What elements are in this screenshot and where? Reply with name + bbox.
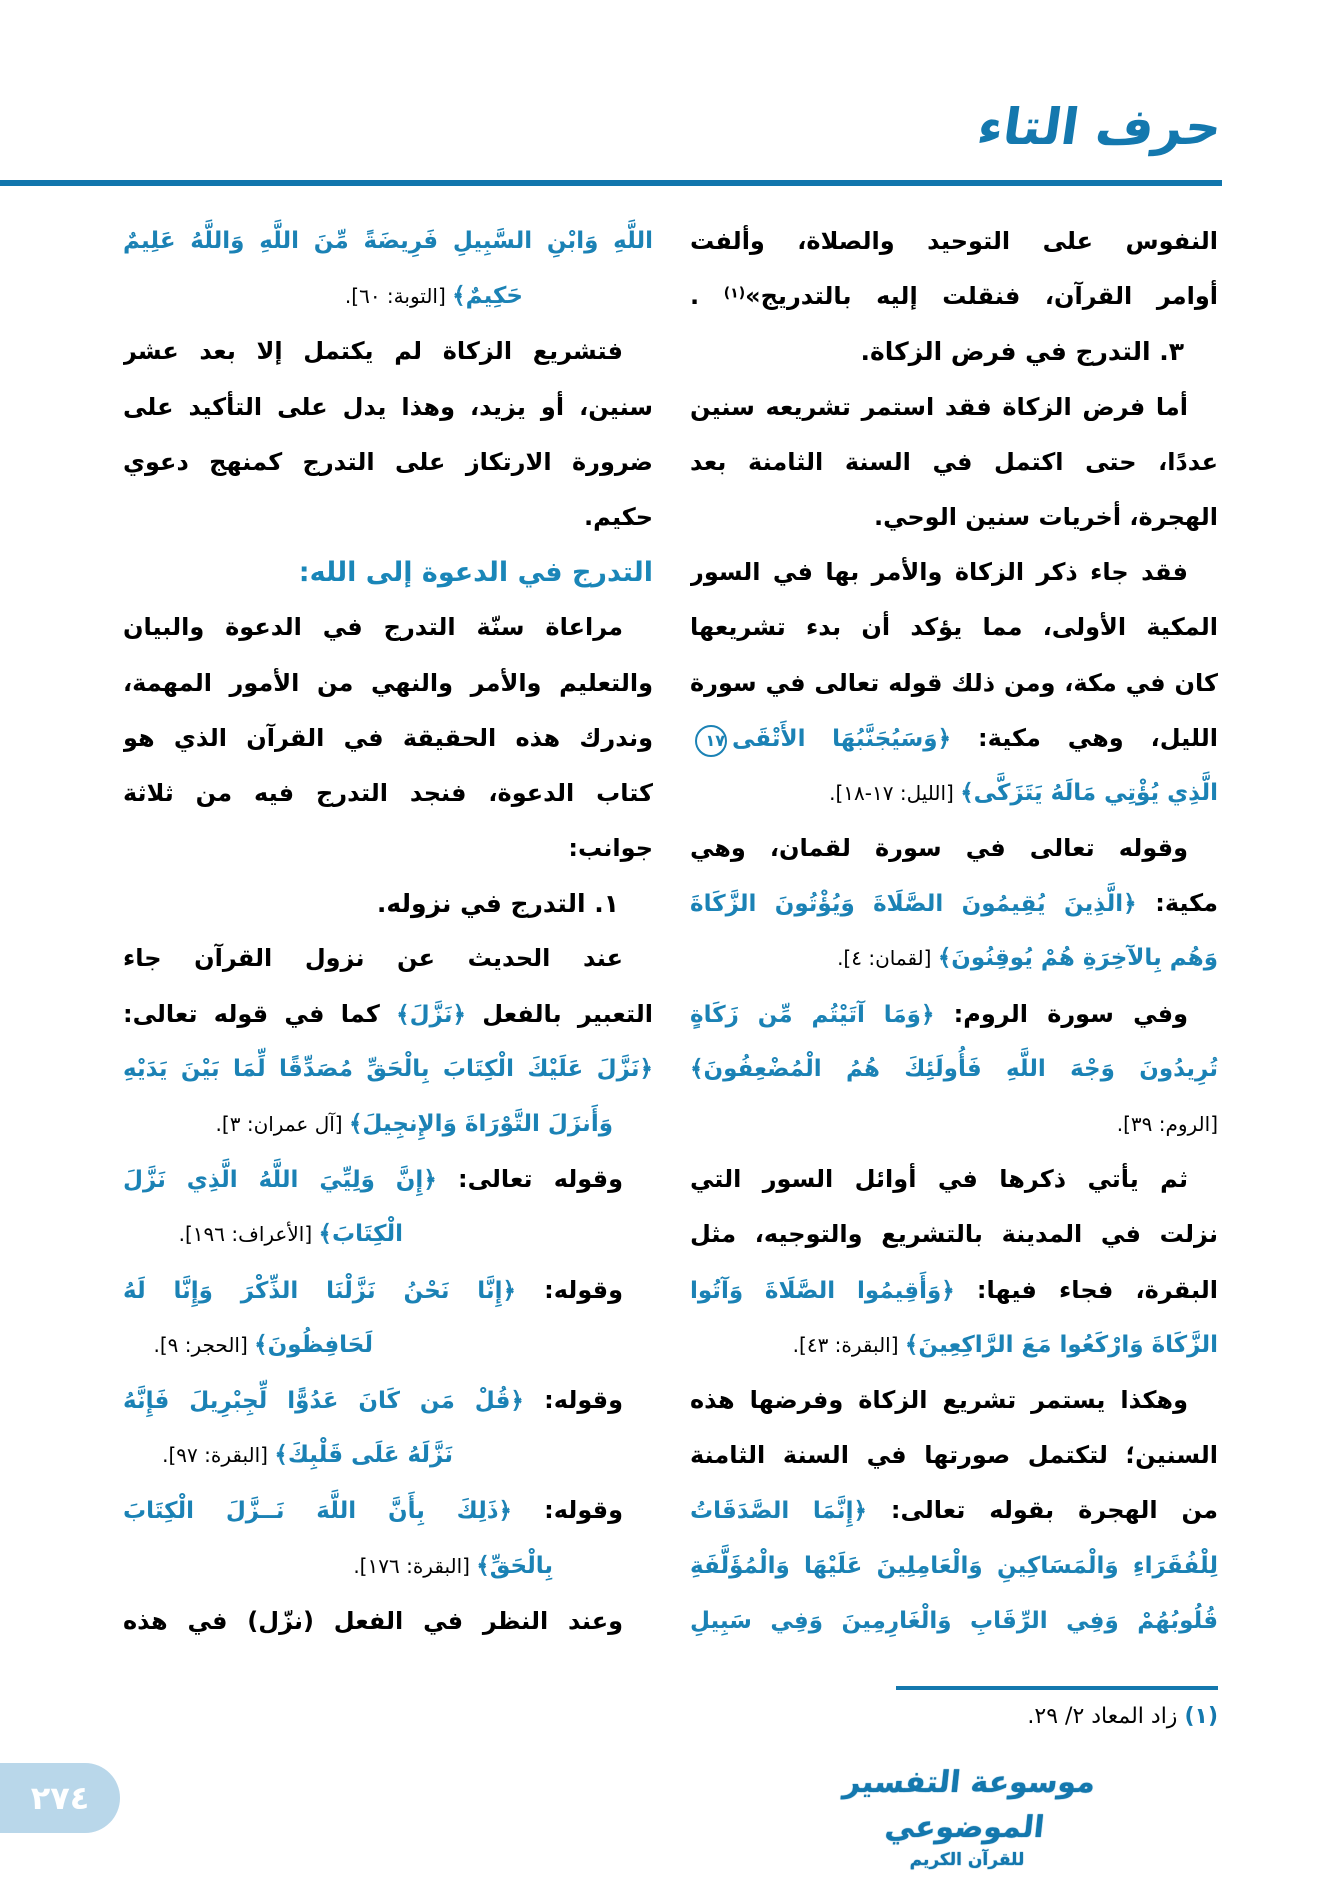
- verse-reference: [التوبة: ٦٠].: [344, 284, 453, 309]
- body-text: وقوله تعالى:: [436, 1165, 623, 1194]
- text-line: [690, 1483, 1218, 1538]
- body-text: كما في قوله تعالى:: [123, 999, 397, 1028]
- body-text: سنين، أو يزيد، وهذا يدل على التأكيد على: [123, 392, 653, 421]
- text-line: [123, 324, 653, 379]
- body-text: الليل، وهي مكية:: [951, 723, 1218, 752]
- text-line: [690, 545, 1218, 600]
- text-line: [123, 1539, 653, 1594]
- quran-text: اللَّهِ وَابْنِ السَّبِيلِ فَرِيضَةً مِّنَ اللَّهِ وَاللَّهُ عَلِيمٌ: [123, 228, 653, 254]
- text-line: [123, 766, 653, 821]
- text-line: [690, 821, 1218, 876]
- quran-text: ﴿إِنَّ وَلِيِّيَ اللَّهُ الَّذِي نَزَّلَ: [123, 1167, 437, 1194]
- footnote-ref-marker: (١): [723, 285, 746, 302]
- quran-text: الَّذِي يُؤْتِي مَالَهُ يَتَزَكَّى﴾: [960, 779, 1218, 806]
- body-text: البقرة، فجاء فيها:: [954, 1275, 1218, 1304]
- body-text: ضرورة الارتكاز على التدرج كمنهج دعوي: [123, 447, 653, 476]
- quran-text: ﴿وَأَقِيمُوا الصَّلَاةَ وَآتُوا: [690, 1277, 955, 1304]
- footnote: [1027, 1704, 1218, 1729]
- text-line: [690, 1539, 1218, 1594]
- text-line: [690, 1097, 1218, 1152]
- text-line: [123, 435, 653, 490]
- text-line: [690, 600, 1218, 655]
- quran-text: ﴿قُلْ مَن كَانَ عَدُوًّا لِّجِبْرِيلَ فَإِنَّهُ: [123, 1387, 524, 1414]
- text-line: [123, 380, 653, 435]
- quran-text: وَهُم بِالآخِرَةِ هُمْ يُوقِنُونَ﴾: [937, 945, 1218, 972]
- text-line: [690, 1263, 1218, 1318]
- text-line: [123, 1428, 653, 1483]
- footnote-divider: [896, 1686, 1218, 1690]
- text-line: [123, 1097, 653, 1152]
- text-line: [690, 1428, 1218, 1483]
- quran-text: ﴿وَسَيُجَنَّبُهَا الأَتْقَى: [732, 725, 952, 752]
- body-text: .: [690, 282, 724, 311]
- body-text: أما فرض الزكاة فقد استمر تشريعه سنين: [690, 392, 1188, 421]
- body-text: الهجرة، أخريات سنين الوحي.: [873, 502, 1218, 531]
- body-text: كان في مكة، ومن ذلك قوله تعالى في سورة: [690, 668, 1218, 697]
- quran-text: بِالْحَقِّ﴾: [476, 1552, 553, 1579]
- quran-text: تُرِيدُونَ وَجْهَ اللَّهِ فَأُولَئِكَ هُمُ الْمُضْعِفُونَ﴾: [690, 1055, 1218, 1082]
- text-line: [690, 269, 1218, 324]
- quran-text: لِلْفُقَرَاءِ وَالْمَسَاكِينِ وَالْعَامِلِينَ عَلَيْهَا وَالْمُؤَلَّفَةِ: [690, 1552, 1218, 1579]
- verse-reference: [البقرة: ٤٣].: [792, 1332, 905, 1357]
- quran-text: الزَّكَاةَ وَارْكَعُوا مَعَ الرَّاكِعِينَ﴾: [904, 1331, 1218, 1358]
- text-line: [690, 1152, 1218, 1207]
- body-text: أوامر القرآن، فنقلت إليه بالتدريج»: [745, 282, 1218, 311]
- body-text: مراعاة سنّة التدرج في الدعوة والبيان: [123, 613, 623, 642]
- body-text: وهكذا يستمر تشريع الزكاة وفرضها هذه: [690, 1385, 1188, 1414]
- text-line: [123, 1483, 653, 1538]
- text-line: [690, 931, 1218, 986]
- text-line: [690, 1594, 1218, 1649]
- body-text: حكيم.: [584, 502, 653, 531]
- footnote-text: زاد المعاد ٢/ ٢٩.: [1027, 1704, 1178, 1729]
- body-text: وقوله:: [512, 1496, 624, 1525]
- footnote-marker: (١): [1184, 1704, 1218, 1729]
- verse-reference: [الحجر: ٩].: [153, 1332, 255, 1357]
- verse-reference: [الليل: ١٧-١٨].: [829, 780, 961, 805]
- text-line: [123, 711, 653, 766]
- quran-text: الْكِتَابَ﴾: [318, 1221, 403, 1248]
- text-line: [690, 711, 1218, 766]
- body-text: من الهجرة بقوله تعالى:: [866, 1496, 1218, 1525]
- text-line: [123, 1152, 653, 1207]
- text-line: [123, 876, 653, 931]
- body-text: جوانب:: [568, 834, 653, 863]
- body-text: وقوله:: [523, 1385, 624, 1414]
- text-line: [690, 1042, 1218, 1097]
- text-line: [123, 1594, 653, 1649]
- verse-reference: [البقرة: ١٧٦].: [353, 1553, 477, 1578]
- text-line: [690, 324, 1218, 379]
- body-text: فقد جاء ذكر الزكاة والأمر بها في السور: [690, 558, 1188, 587]
- text-line: [690, 876, 1218, 931]
- quran-text: ﴿إِنَّمَا الصَّدَقَاتُ: [690, 1498, 867, 1525]
- text-line: [123, 545, 653, 600]
- text-line: [123, 269, 653, 324]
- verse-reference: [الروم: ٣٩].: [1116, 1112, 1218, 1136]
- body-text: عددًا، حتى اكتمل في السنة الثامنة بعد: [690, 447, 1218, 476]
- publisher-logo-subtitle: للقرآن الكريم: [909, 1850, 1025, 1870]
- page-number-tab: ٢٧٤: [0, 1763, 120, 1833]
- body-text: التعبير بالفعل: [465, 999, 653, 1028]
- body-text: ١. التدرج في نزوله.: [376, 889, 619, 919]
- verse-reference: [لقمان: ٤].: [837, 946, 938, 971]
- text-line: [123, 1207, 653, 1262]
- body-text: وندرك هذه الحقيقة في القرآن الذي هو: [123, 723, 653, 752]
- text-line: [690, 380, 1218, 435]
- body-text: السنين؛ لتكتمل صورتها في السنة الثامنة: [690, 1441, 1218, 1470]
- quran-text: ﴿نَزَّلَ﴾: [396, 1001, 466, 1028]
- text-line: [690, 1207, 1218, 1262]
- verse-reference: [الأعراف: ١٩٦].: [178, 1222, 319, 1247]
- column-left: [123, 214, 653, 1649]
- quran-text: لَحَافِظُونَ﴾: [254, 1331, 373, 1358]
- verse-number-badge: ١٧: [695, 725, 727, 757]
- body-text: عند الحديث عن نزول القرآن جاء: [123, 944, 623, 973]
- quran-text: قُلُوبُهُمْ وَفِي الرِّقَابِ وَالْغَارِمِينَ وَفِي سَبِيلِ: [690, 1607, 1218, 1634]
- verse-reference: [البقرة: ٩٧].: [162, 1443, 275, 1468]
- body-text: ثم يأتي ذكرها في أوائل السور التي: [690, 1165, 1188, 1194]
- quran-text: وَأَنزَلَ التَّوْرَاةَ وَالإِنجِيلَ﴾: [348, 1111, 613, 1137]
- text-line: [123, 656, 653, 711]
- text-line: [690, 1318, 1218, 1373]
- body-text: وقوله:: [515, 1275, 623, 1304]
- text-line: [123, 1263, 653, 1318]
- text-line: [690, 1373, 1218, 1428]
- publisher-logo: [827, 1760, 1107, 1870]
- quran-text: نَزَّلَهُ عَلَى قَلْبِكَ﴾: [274, 1442, 453, 1469]
- quran-text: ﴿نَزَّلَ عَلَيْكَ الْكِتَابَ بِالْحَقِّ مُصَدِّقًا لِّمَا بَيْنَ يَدَيْهِ: [123, 1055, 653, 1082]
- body-text: النفوس على التوحيد والصلاة، وألفت: [690, 227, 1218, 255]
- text-line: [123, 490, 653, 545]
- verse-reference: [آل عمران: ٣].: [215, 1112, 349, 1136]
- body-text: وقوله تعالى في سورة لقمان، وهي: [690, 834, 1188, 863]
- text-line: [123, 931, 653, 986]
- body-text: وفي سورة الروم:: [934, 999, 1188, 1028]
- text-line: [123, 214, 653, 269]
- text-line: [123, 1042, 653, 1097]
- section-heading: التدرج في الدعوة إلى الله:: [298, 557, 653, 589]
- body-text: والتعليم والأمر والنهي من الأمور المهمة،: [123, 668, 653, 697]
- text-line: [690, 214, 1218, 269]
- text-line: [690, 490, 1218, 545]
- quran-text: حَكِيمٌ﴾: [452, 283, 523, 310]
- chapter-heading: حرف التاء: [973, 98, 1226, 156]
- text-line: [123, 1318, 653, 1373]
- header-rule: [0, 180, 1222, 186]
- text-line: [690, 656, 1218, 711]
- quran-text: ﴿الَّذِينَ يُقِيمُونَ الصَّلَاةَ وَيُؤْتُونَ الزَّكَاةَ: [690, 891, 1137, 918]
- publisher-logo-title: موسوعة التفسير الموضوعي: [841, 1765, 1098, 1845]
- quran-text: ﴿إِنَّا نَحْنُ نَزَّلْنَا الذِّكْرَ وَإِنَّا لَهُ: [123, 1277, 516, 1304]
- text-line: [123, 1373, 653, 1428]
- body-text: المكية الأولى، مما يؤكد أن بدء تشريعها: [690, 613, 1218, 642]
- column-right: [690, 214, 1218, 1649]
- text-line: [690, 766, 1218, 821]
- text-line: [123, 600, 653, 655]
- body-text: نزلت في المدينة بالتشريع والتوجيه، مثل: [690, 1220, 1218, 1249]
- body-text: وعند النظر في الفعل (نزّل) في هذه: [123, 1606, 623, 1635]
- quran-text: ﴿وَمَا آتَيْتُم مِّن زَكَاةٍ: [690, 1001, 935, 1028]
- quran-text: ﴿ذَلِكَ بِأَنَّ اللَّهَ نَــزَّلَ الْكِتَابَ: [123, 1498, 512, 1525]
- body-text: مكية:: [1136, 889, 1218, 918]
- body-text: كتاب الدعوة، فنجد التدرج فيه من ثلاثة: [123, 778, 653, 807]
- text-line: [690, 987, 1218, 1042]
- text-line: [123, 821, 653, 876]
- body-text: ٣. التدرج في فرض الزكاة.: [860, 337, 1184, 367]
- text-line: [123, 987, 653, 1042]
- body-text: فتشريع الزكاة لم يكتمل إلا بعد عشر: [123, 337, 623, 366]
- text-line: [690, 435, 1218, 490]
